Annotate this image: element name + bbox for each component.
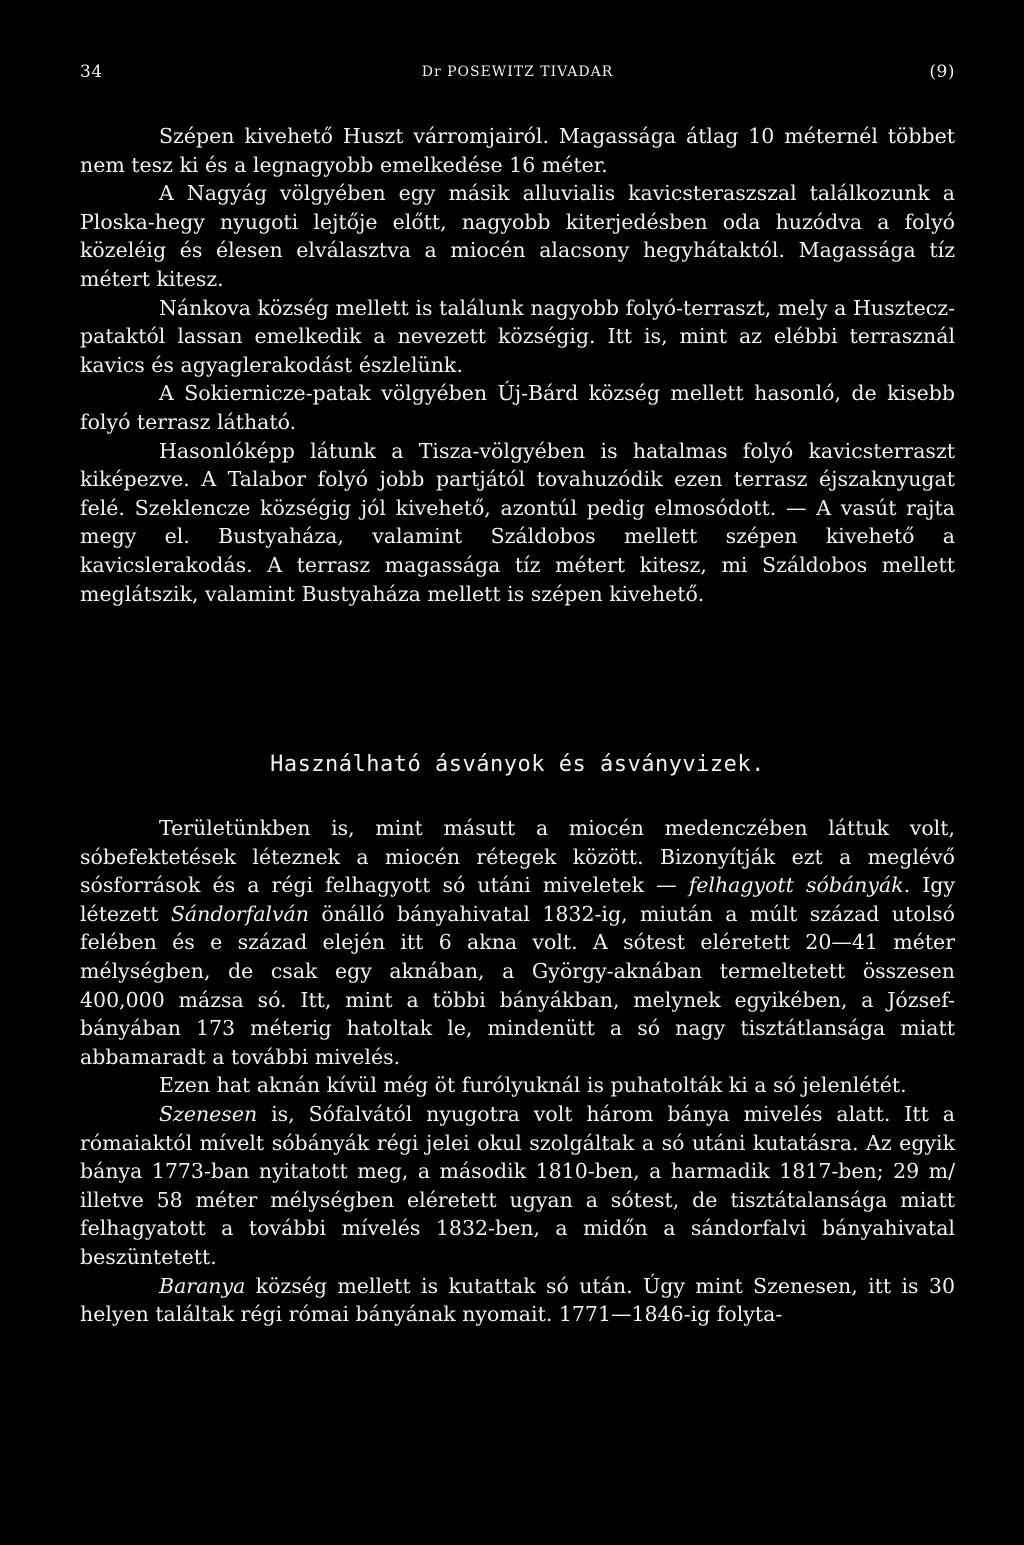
paragraph: Ezen hat aknán kívül még öt furólyuknál is puhatolták ki a só jelenlétét.	[159, 1073, 907, 1098]
paragraph: A Sokiernicze-patak völgyében Új-Bárd község mellett hasonló, de kisebb folyó terrasz látható.	[80, 381, 955, 434]
italic-text: Sándorfalván	[170, 901, 309, 926]
body-text-lower	[80, 814, 955, 1329]
paragraph: A Nagyág völgyében egy másik alluvialis kavicsteraszszal találkozunk a Ploska-hegy nyugoti lejtője előtt, nagyobb kiterjedésben oda huzódva a folyó közeléig és élesen elválasztva a miocén alacsony hegyhátaktól. Magassága tíz métert kitesz.	[80, 181, 955, 291]
text-run: önálló bányahivatal 1832-ig, miután a múlt század utolsó felében és e század elején itt 6 akna volt. A sótest eléretett 20—41 méter mélységben, de csak egy aknában, a György-aknában termeltetett összesen 400,000 mázsa só. Itt, mint a többi bányákban, melynek egyikében, a József-bányában 173 méterig hatoltak le, mindenütt a só nagy tisztátlansága miatt abbamaradt a további mivelés.	[80, 901, 956, 1069]
italic-text: Szenesen	[159, 1101, 258, 1126]
paragraph: Hasonlóképp látunk a Tisza-völgyében is hatalmas folyó kavicsterraszt kiképezve. A Talabor folyó jobb partjától tovahuzódik ezen terrasz éjszaknyugat felé. Szeklencze községig jól kivehető, azontúl pedig elmosódott. — A vasút rajta megy el. Bustyaháza, valamint Száldobos mellett szépen kivehető a kavicslerakodás. A terrasz magassága tíz métert kitesz, mi Száldobos mellett meglátszik, valamint Bustyaháza mellett is szépen kivehető.	[80, 438, 955, 606]
paragraph	[80, 1100, 955, 1272]
italic-text: Baranya	[159, 1273, 246, 1298]
paragraph: Szépen kivehető Huszt várromjairól. Magassága átlag 10 méternél többet nem tesz ki és a legnagyobb emelkedése 16 méter.	[80, 124, 955, 177]
issue-number: (9)	[929, 62, 955, 82]
running-head-author: Dr POSEWITZ TIVADAR	[421, 64, 614, 80]
paragraph	[80, 814, 955, 1071]
text-run: . Igy létezett	[80, 873, 956, 926]
text-run: is, Sófalvától nyugotra volt három bánya mivelés alatt. Itt a rómaiaktól mívelt sóbányák régi jelei okul szolgáltak a só utáni kutatásra. Az egyik bánya 1773-ban nyitatott meg, a második 1810-ben, a harmadik 1817-ben; 29 m/ illetve 58 méter mélységben eléretett ugyan a sótest, de tisztátalansága miatt felhagyatott a további mívelés 1832-ben, a midőn a sándorfalvi bányahivatal beszüntetett.	[80, 1101, 955, 1269]
italic-text: felhagyott sóbányák	[688, 873, 904, 898]
running-header	[80, 62, 955, 92]
text-run: Területünkben is, mint másutt a miocén medenczében láttuk volt, sóbefektetések léteznek a miocén rétegek között. Bizonyítják ezt a meglévő sósforrások és a régi felhagyott só utáni miveletek —	[80, 816, 955, 898]
body-text-upper	[80, 122, 955, 608]
page-number: 34	[80, 62, 103, 82]
paragraph: Nánkova község mellett is találunk nagyobb folyó-terraszt, mely a Husztecz-pataktól lassan emelkedik a nevezett községig. Itt is, mint az elébbi terrasznál kavics és agyaglerakodást észlelünk.	[80, 295, 955, 377]
section-heading: Használható ásványok és ásványvizek.	[270, 752, 765, 777]
paragraph	[80, 1272, 955, 1329]
text-run: község mellett is kutattak só után. Úgy mint Szenesen, itt is 30 helyen találtak régi római bányának nyomait. 1771—1846-ig folyta-	[80, 1273, 955, 1327]
